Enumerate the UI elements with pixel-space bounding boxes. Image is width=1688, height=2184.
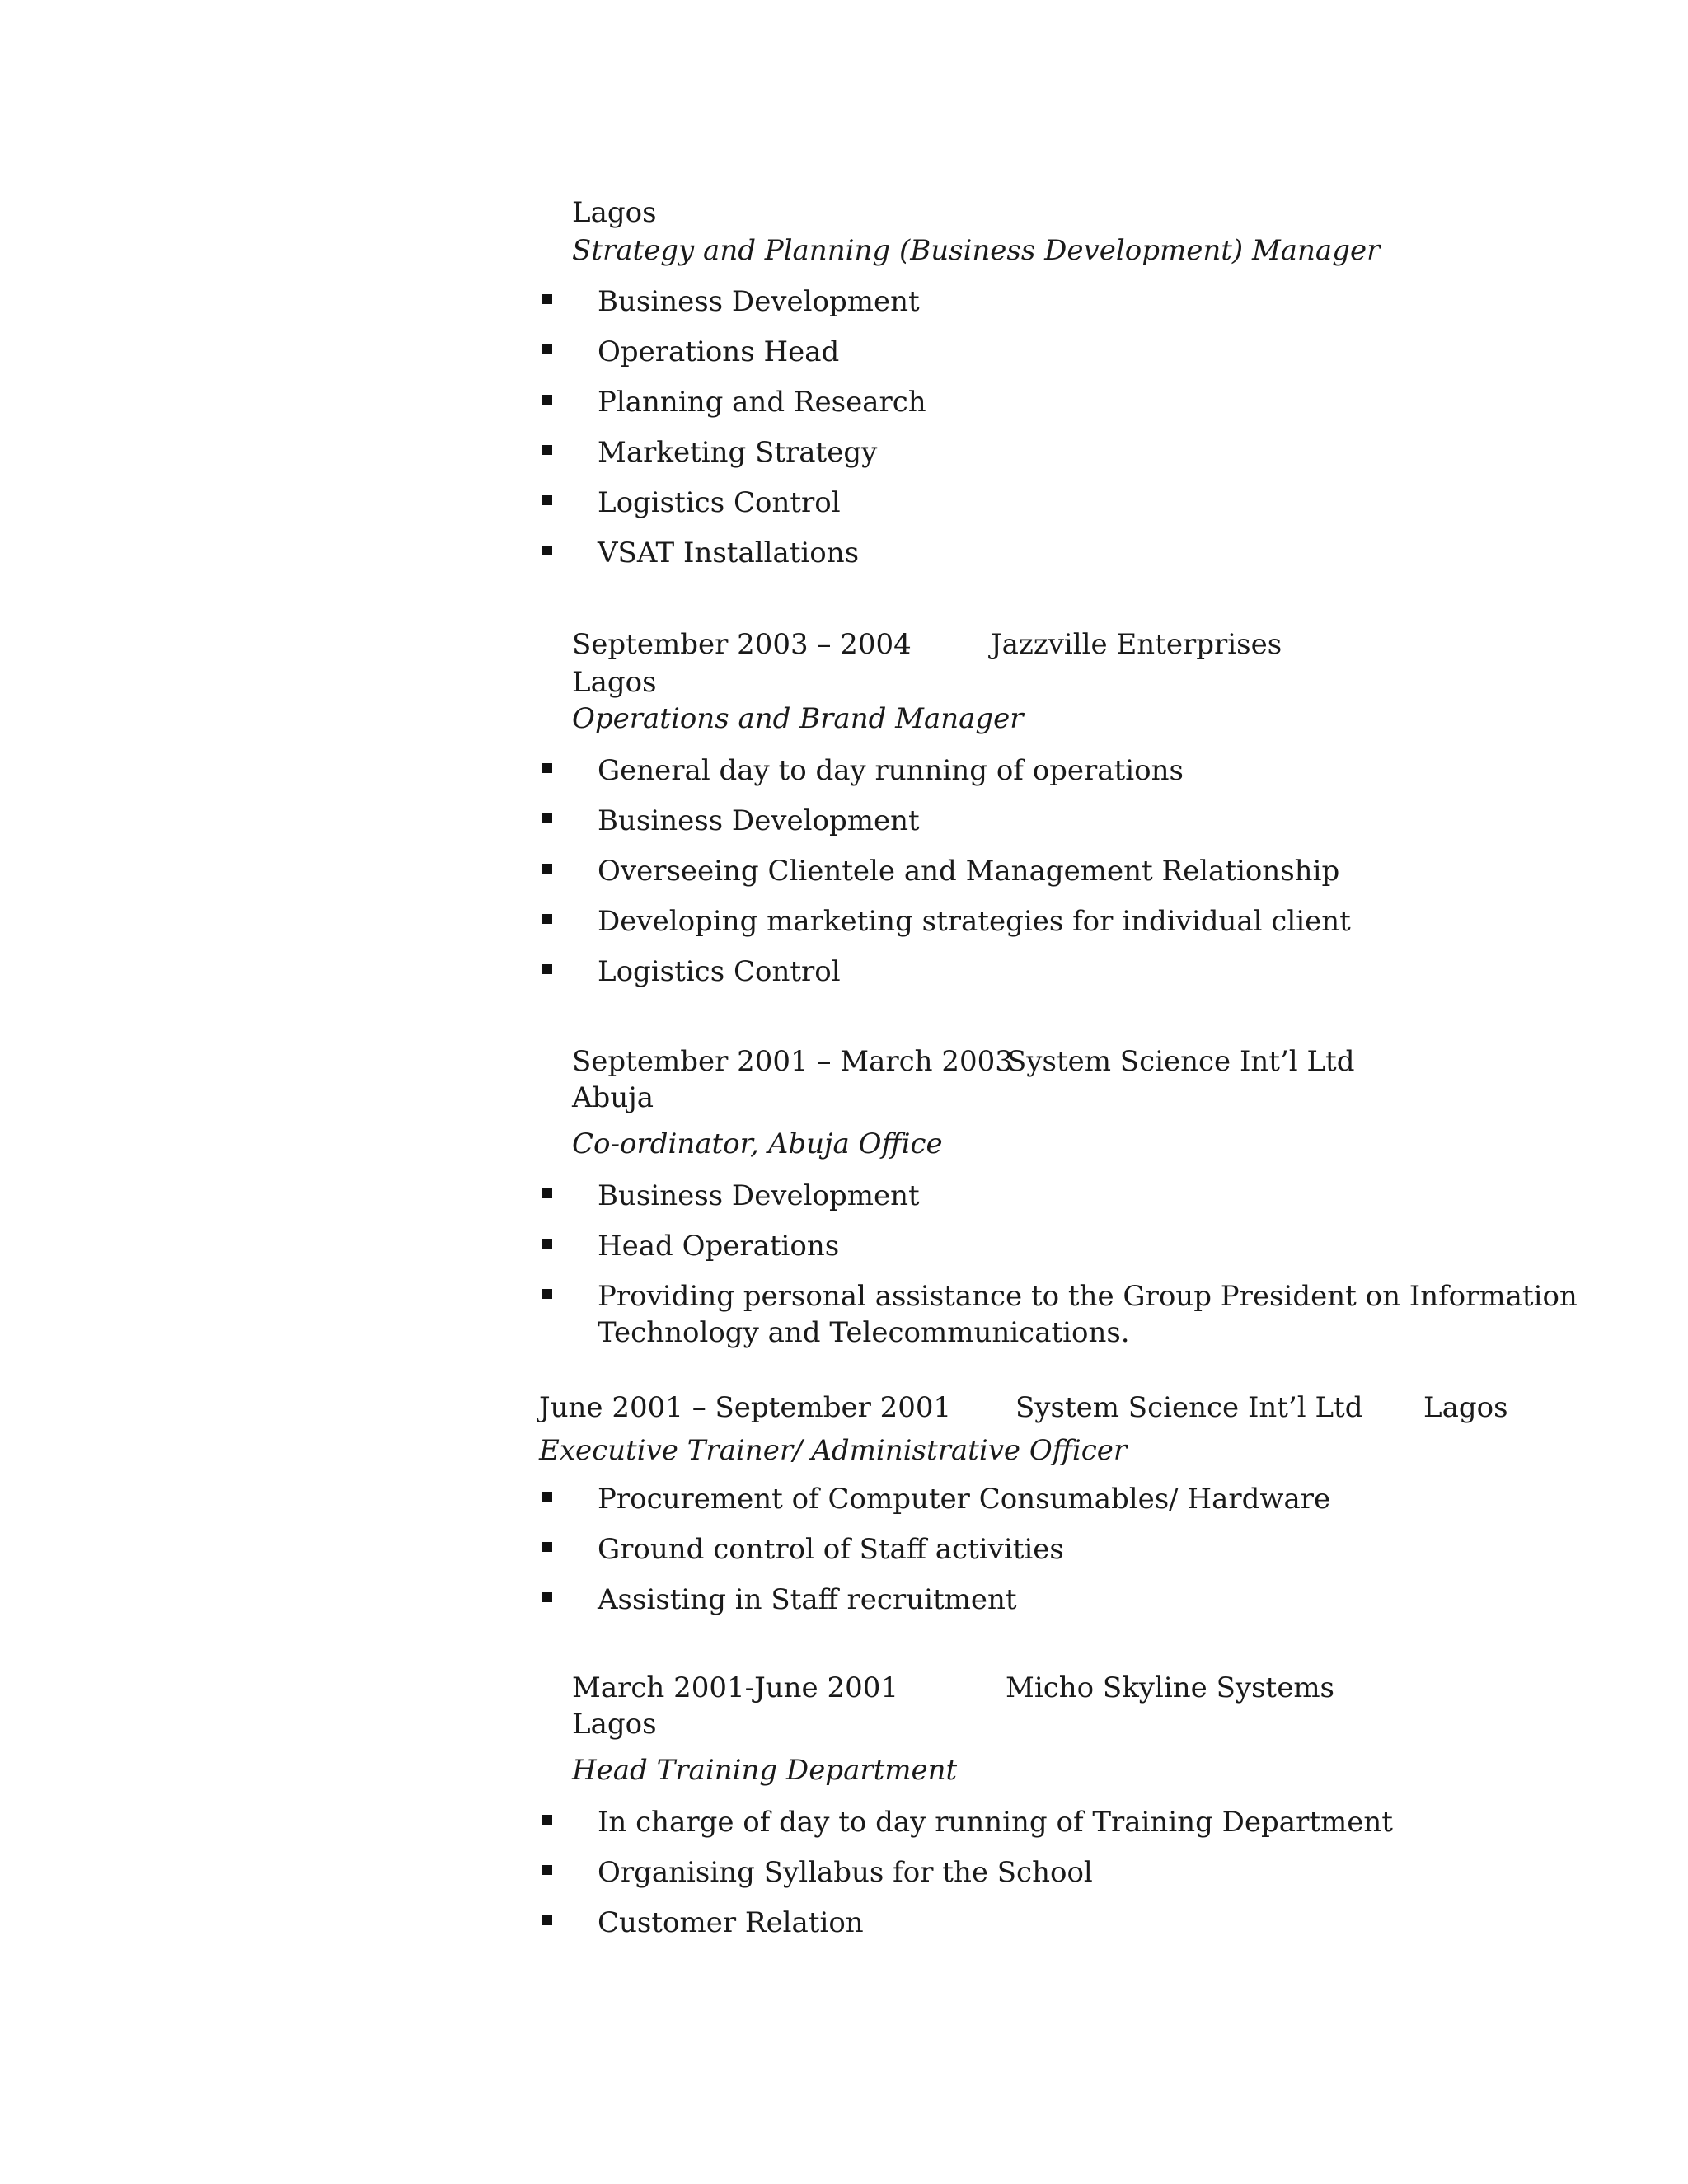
list-item: General day to day running of operations — [598, 754, 1184, 787]
list-item-continuation: Technology and Telecommunications. — [598, 1316, 1130, 1349]
job-dates: June 2001 – September 2001 — [539, 1391, 952, 1424]
job-company: Jazzville Enterprises — [991, 628, 1282, 661]
bullet-icon — [542, 864, 552, 874]
job-role: Head Training Department — [572, 1754, 958, 1787]
list-item: Developing marketing strategies for individual client — [598, 905, 1351, 938]
bullet-icon — [542, 1492, 552, 1502]
job-role: Strategy and Planning (Business Development) Manager — [572, 234, 1381, 267]
list-item: Organising Syllabus for the School — [598, 1856, 1093, 1889]
bullet-icon — [542, 294, 552, 304]
list-item: Ground control of Staff activities — [598, 1533, 1064, 1566]
list-item: Marketing Strategy — [598, 436, 878, 469]
list-item: Assisting in Staff recruitment — [598, 1583, 1017, 1616]
list-item: Providing personal assistance to the Group President on Information — [598, 1280, 1578, 1313]
list-item: Logistics Control — [598, 486, 841, 519]
bullet-icon — [542, 1915, 552, 1925]
job-location: Lagos — [572, 196, 657, 229]
bullet-icon — [542, 1815, 552, 1825]
list-item: Business Development — [598, 285, 920, 318]
list-item: Operations Head — [598, 335, 840, 368]
list-item: VSAT Installations — [598, 537, 860, 569]
list-item: Business Development — [598, 804, 920, 837]
bullet-icon — [542, 1289, 552, 1299]
bullet-icon — [542, 344, 552, 354]
bullet-icon — [542, 1592, 552, 1602]
list-item: Overseeing Clientele and Management Relationship — [598, 855, 1340, 888]
job-company: System Science Int’l Ltd — [1007, 1045, 1355, 1078]
list-item: Logistics Control — [598, 955, 841, 988]
bullet-icon — [542, 763, 552, 773]
bullet-icon — [542, 495, 552, 505]
bullet-icon — [542, 964, 552, 974]
job-role: Operations and Brand Manager — [572, 702, 1024, 735]
job-location: Abuja — [572, 1081, 654, 1114]
job-company: Micho Skyline Systems — [1006, 1671, 1335, 1704]
job-company: System Science Int’l Ltd — [1015, 1391, 1363, 1424]
bullet-icon — [542, 1239, 552, 1249]
job-dates: September 2001 – March 2003 — [572, 1045, 1013, 1078]
job-dates: March 2001-June 2001 — [572, 1671, 898, 1704]
job-role: Co-ordinator, Abuja Office — [572, 1127, 943, 1160]
bullet-icon — [542, 1865, 552, 1875]
job-location: Lagos — [572, 666, 657, 699]
list-item: Customer Relation — [598, 1906, 864, 1939]
bullet-icon — [542, 1188, 552, 1198]
bullet-icon — [542, 546, 552, 555]
bullet-icon — [542, 813, 552, 823]
list-item: Business Development — [598, 1179, 920, 1212]
job-role: Executive Trainer/ Administrative Officer — [539, 1434, 1128, 1467]
bullet-icon — [542, 445, 552, 455]
job-location: Lagos — [572, 1708, 657, 1741]
bullet-icon — [542, 395, 552, 405]
list-item: Planning and Research — [598, 386, 926, 419]
list-item: In charge of day to day running of Training Department — [598, 1806, 1393, 1839]
bullet-icon — [542, 1542, 552, 1552]
list-item: Procurement of Computer Consumables/ Hardware — [598, 1483, 1331, 1516]
bullet-icon — [542, 914, 552, 924]
list-item: Head Operations — [598, 1230, 840, 1263]
job-dates: September 2003 – 2004 — [572, 628, 912, 661]
job-location: Lagos — [1423, 1391, 1508, 1424]
